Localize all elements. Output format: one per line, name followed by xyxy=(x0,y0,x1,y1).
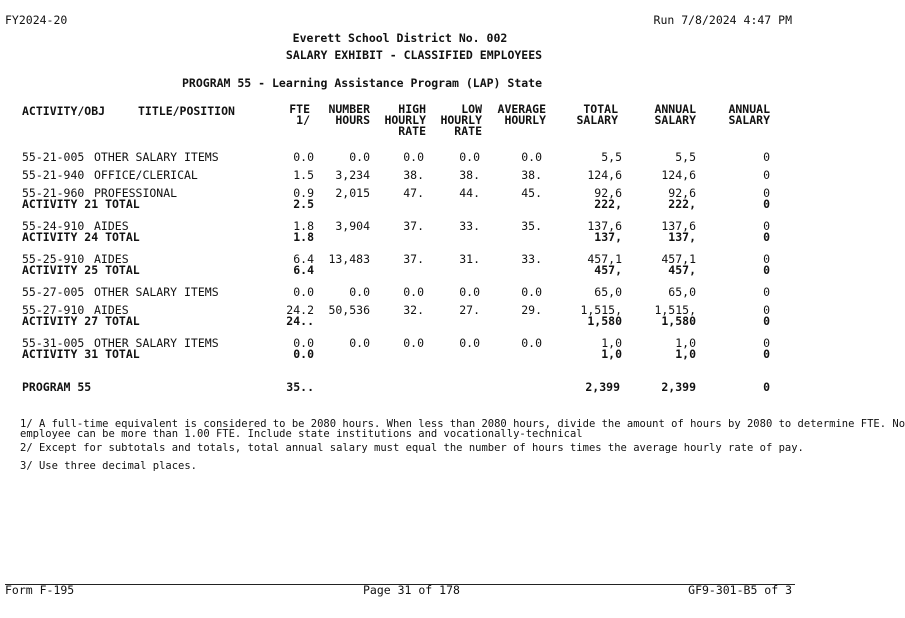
subtotal-annual-2: 0 xyxy=(763,197,770,211)
row-annual-salary: 65,0 xyxy=(668,285,696,299)
row-avg-rate: 45. xyxy=(521,186,542,200)
row-title: OFFICE/CLERICAL xyxy=(94,168,198,182)
row-annual-salary-2: 0 xyxy=(763,150,770,164)
row-total-salary: 1,515, xyxy=(580,303,622,317)
row-avg-rate: 0.0 xyxy=(521,336,542,350)
row-total-salary: 124,6 xyxy=(587,168,622,182)
row-code: 55-24-910 xyxy=(22,219,85,233)
subtotal-label: ACTIVITY 25 TOTAL xyxy=(22,263,140,277)
row-total-salary: 5,5 xyxy=(601,150,622,164)
row-fte: 0.0 xyxy=(293,285,314,299)
subtotal-fte: 6.4 xyxy=(293,263,314,277)
row-hours: 2,015 xyxy=(335,186,370,200)
row-annual-salary: 137,6 xyxy=(661,219,696,233)
row-avg-rate: 35. xyxy=(521,219,542,233)
row-code: 55-25-910 xyxy=(22,252,85,266)
row-low-rate: 33. xyxy=(459,219,480,233)
footnote-2: 2/ Except for subtotals and totals, total annual salary must equal the number of hours times the average hourly rate of pay. xyxy=(20,442,804,454)
row-fte: 0.9 xyxy=(293,186,314,200)
row-fte: 1.8 xyxy=(293,219,314,233)
row-hours: 3,904 xyxy=(335,219,370,233)
footer-page: Page 31 of 178 xyxy=(363,583,460,597)
row-annual-salary-2: 0 xyxy=(763,219,770,233)
col-high-rate: HIGH HOURLY RATE xyxy=(384,102,426,138)
row-annual-salary-2: 0 xyxy=(763,336,770,350)
row-annual-salary: 1,0 xyxy=(675,336,696,350)
row-title: OTHER SALARY ITEMS xyxy=(94,285,219,299)
row-title: AIDES xyxy=(94,252,129,266)
row-annual-salary: 92,6 xyxy=(668,186,696,200)
subtotal-fte: 1.8 xyxy=(293,230,314,244)
row-avg-rate: 0.0 xyxy=(521,150,542,164)
row-hours: 13,483 xyxy=(328,252,370,266)
row-avg-rate: 29. xyxy=(521,303,542,317)
row-hours: 50,536 xyxy=(328,303,370,317)
row-high-rate: 47. xyxy=(403,186,424,200)
row-hours: 0.0 xyxy=(349,150,370,164)
row-avg-rate: 0.0 xyxy=(521,285,542,299)
col-number-hours: NUMBER HOURS xyxy=(328,102,370,127)
row-low-rate: 0.0 xyxy=(459,285,480,299)
col-title-position: TITLE/POSITION xyxy=(138,104,235,118)
program-total-fte: 35.. xyxy=(286,380,314,394)
row-fte: 0.0 xyxy=(293,336,314,350)
row-annual-salary: 5,5 xyxy=(675,150,696,164)
run-date: Run 7/8/2024 4:47 PM xyxy=(653,13,792,27)
subtotal-salary: 1,0 xyxy=(601,347,622,361)
row-hours: 0.0 xyxy=(349,336,370,350)
row-avg-rate: 33. xyxy=(521,252,542,266)
program-total-annual: 2,399 xyxy=(661,380,696,394)
row-annual-salary-2: 0 xyxy=(763,186,770,200)
row-low-rate: 31. xyxy=(459,252,480,266)
row-code: 55-27-910 xyxy=(22,303,85,317)
subtotal-annual: 222, xyxy=(668,197,696,211)
row-total-salary: 457,1 xyxy=(587,252,622,266)
row-hours: 3,234 xyxy=(335,168,370,182)
fiscal-year: FY2024-20 xyxy=(5,13,68,27)
footer-code: GF9-301-B5 of 3 xyxy=(688,583,792,597)
row-low-rate: 0.0 xyxy=(459,336,480,350)
subtotal-annual: 1,0 xyxy=(675,347,696,361)
col-fte: FTE 1/ xyxy=(289,102,310,127)
subtotal-salary: 457, xyxy=(594,263,622,277)
subtotal-annual-2: 0 xyxy=(763,230,770,244)
footnote-3: 3/ Use three decimal places. xyxy=(20,460,198,472)
row-annual-salary-2: 0 xyxy=(763,285,770,299)
row-annual-salary: 1,515, xyxy=(654,303,696,317)
row-fte: 0.0 xyxy=(293,150,314,164)
row-high-rate: 0.0 xyxy=(403,336,424,350)
row-title: PROFESSIONAL xyxy=(94,186,178,200)
row-annual-salary: 124,6 xyxy=(661,168,696,182)
row-code: 55-21-005 xyxy=(22,150,85,164)
subtotal-fte: 24.. xyxy=(286,314,314,328)
row-code: 55-31-005 xyxy=(22,336,85,350)
col-activity: ACTIVITY/OBJ xyxy=(22,104,106,118)
footnote-1a: 1/ A full-time equivalent is considered to be 2080 hours. When less than 2080 hours, divide the amount of hours by 2080 to determine FTE. No xyxy=(20,418,905,430)
row-total-salary: 65,0 xyxy=(594,285,622,299)
subtotal-annual-2: 0 xyxy=(763,314,770,328)
row-fte: 6.4 xyxy=(293,252,314,266)
program-heading: PROGRAM 55 - Learning Assistance Program (LAP) State xyxy=(182,76,543,90)
row-code: 55-27-005 xyxy=(22,285,85,299)
row-title: AIDES xyxy=(94,303,129,317)
subtotal-label: ACTIVITY 24 TOTAL xyxy=(22,230,140,244)
subtotal-fte: 2.5 xyxy=(293,197,314,211)
row-title: OTHER SALARY ITEMS xyxy=(94,336,219,350)
row-low-rate: 27. xyxy=(459,303,480,317)
subtotal-salary: 222, xyxy=(594,197,622,211)
row-annual-salary: 457,1 xyxy=(661,252,696,266)
row-fte: 1.5 xyxy=(293,168,314,182)
subtotal-annual-2: 0 xyxy=(763,263,770,277)
row-total-salary: 1,0 xyxy=(601,336,622,350)
subtotal-annual-2: 0 xyxy=(763,347,770,361)
subtotal-annual: 1,580 xyxy=(661,314,696,328)
row-code: 55-21-960 xyxy=(22,186,85,200)
subtotal-annual: 137, xyxy=(668,230,696,244)
row-fte: 24.2 xyxy=(286,303,314,317)
subtotal-label: ACTIVITY 21 TOTAL xyxy=(22,197,140,211)
row-annual-salary-2: 0 xyxy=(763,303,770,317)
program-total-salary: 2,399 xyxy=(585,380,620,394)
row-high-rate: 32. xyxy=(403,303,424,317)
report-title: SALARY EXHIBIT - CLASSIFIED EMPLOYEES xyxy=(285,48,543,62)
col-low-rate: LOW HOURLY RATE xyxy=(440,102,482,138)
col-avg-rate: AVERAGE HOURLY xyxy=(497,102,546,127)
subtotal-annual: 457, xyxy=(668,263,696,277)
subtotal-label: ACTIVITY 31 TOTAL xyxy=(22,347,140,361)
row-total-salary: 137,6 xyxy=(587,219,622,233)
row-low-rate: 0.0 xyxy=(459,150,480,164)
footnote-1b: employee can be more than 1.00 FTE. Include state institutions and vocationally-technical xyxy=(20,428,583,440)
footer-form: Form F-195 xyxy=(5,583,75,597)
row-high-rate: 37. xyxy=(403,219,424,233)
row-annual-salary-2: 0 xyxy=(763,252,770,266)
row-code: 55-21-940 xyxy=(22,168,85,182)
col-annual-salary: ANNUAL SALARY xyxy=(654,102,696,127)
row-high-rate: 37. xyxy=(403,252,424,266)
program-total-label: PROGRAM 55 xyxy=(22,380,92,394)
subtotal-fte: 0.0 xyxy=(293,347,314,361)
row-title: OTHER SALARY ITEMS xyxy=(94,150,219,164)
row-annual-salary-2: 0 xyxy=(763,168,770,182)
row-low-rate: 44. xyxy=(459,186,480,200)
row-high-rate: 0.0 xyxy=(403,285,424,299)
row-total-salary: 92,6 xyxy=(594,186,622,200)
row-avg-rate: 38. xyxy=(521,168,542,182)
subtotal-salary: 137, xyxy=(594,230,622,244)
row-title: AIDES xyxy=(94,219,129,233)
subtotal-salary: 1,580 xyxy=(587,314,622,328)
row-high-rate: 38. xyxy=(403,168,424,182)
district-name: Everett School District No. 002 xyxy=(292,31,508,45)
row-hours: 0.0 xyxy=(349,285,370,299)
subtotal-label: ACTIVITY 27 TOTAL xyxy=(22,314,140,328)
row-low-rate: 38. xyxy=(459,168,480,182)
col-annual-salary-2: ANNUAL SALARY xyxy=(728,102,770,127)
col-total-salary: TOTAL SALARY xyxy=(576,102,618,127)
program-total-annual-2: 0 xyxy=(763,380,770,394)
row-high-rate: 0.0 xyxy=(403,150,424,164)
